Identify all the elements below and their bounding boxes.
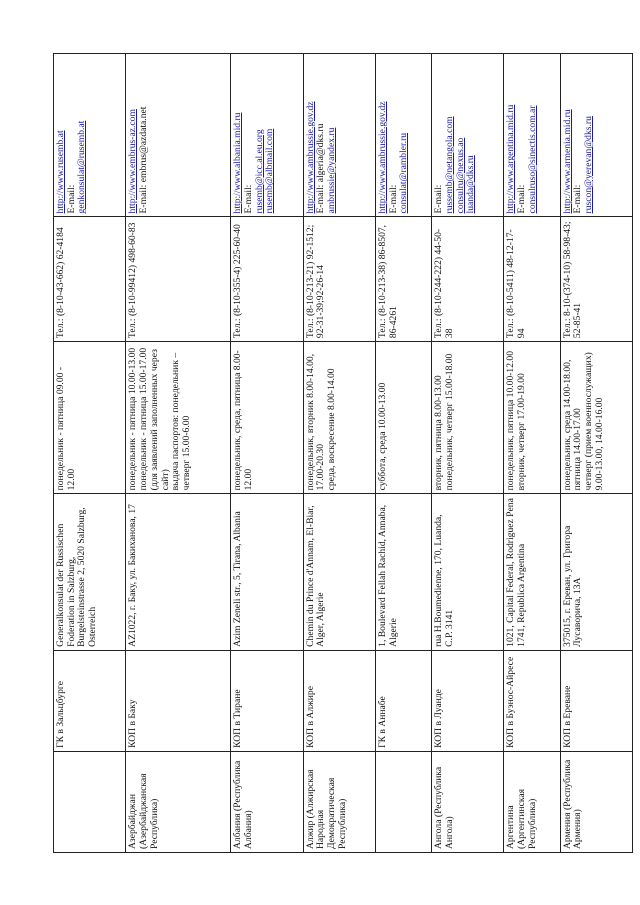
- cell-text: Армения (Республика Армения): [561, 759, 584, 849]
- cell-text: среда, воскресение 8.00-14.00: [326, 368, 337, 491]
- phone-cell: [54, 217, 126, 342]
- country-cell: [231, 751, 303, 852]
- mission-cell: [375, 650, 431, 751]
- table-row: [560, 54, 632, 853]
- website-link[interactable]: http://www.armenia.mid.ru: [561, 109, 573, 214]
- email-link[interactable]: consulat@rambler.ru: [398, 132, 410, 214]
- cell-text: Burgelsteinstrasse 2, 5020 Salzburg, Osterreich: [76, 507, 99, 647]
- cell-text: Тел.: (8-10-5411) 48-12-17-94: [505, 229, 528, 339]
- cell-text: E-mail: embrus@azdata.net: [138, 106, 150, 214]
- cell-text: КОП в Алжире: [304, 686, 316, 748]
- website-link[interactable]: http://www.ambrussie.gov.dz: [376, 101, 388, 214]
- cell-text: Аргентина (Аргентинская Республика): [505, 788, 538, 849]
- consulates-table: [53, 53, 633, 853]
- cell-text: ГК в Аннабе: [376, 696, 388, 748]
- phone-cell: [560, 217, 632, 342]
- table-row: [303, 54, 375, 853]
- email-link[interactable]: rusemb@albmail.com: [264, 128, 276, 214]
- cell-text: КОП в Ереване: [561, 685, 573, 748]
- hours-cell: [54, 342, 126, 494]
- cell-text: rua H.Boumedienne, 170, Luanda, C.P. 3141: [433, 514, 455, 647]
- cell-text: Ангола (Республика Ангола): [433, 766, 455, 849]
- country-cell: [560, 751, 632, 852]
- cell-text: 1021, Capital Federal, Rodriguez Pena 1741, Republica Argentina: [505, 498, 528, 647]
- cell-text: понедельник - пятница 15.00-17.00 (для заявлений заполненных через сайт): [138, 347, 171, 491]
- mission-cell: [303, 650, 375, 751]
- email-link[interactable]: consulruso@sinectis.com.ar: [526, 105, 538, 214]
- address-cell: [231, 494, 303, 650]
- cell-text: Тел.: (8-10-213-38) 86-8507, 86-4261: [376, 224, 399, 339]
- contacts-cell: [126, 54, 231, 217]
- contacts-cell: [432, 54, 504, 217]
- contacts-cell: [231, 54, 303, 217]
- cell-text: понедельник, четверг 15.00-18.00: [443, 353, 455, 491]
- cell-text: понедельник, вторник 8.00-14.00, 17.00-20.30: [304, 353, 327, 491]
- mission-cell: [126, 650, 231, 751]
- email-link[interactable]: russemb@netangola.com: [443, 116, 455, 214]
- contacts-cell: [303, 54, 375, 217]
- mission-cell: [504, 650, 560, 751]
- cell-text: вторник, четверг 17.00-19.00: [516, 373, 528, 491]
- cell-text: 1, Boulevard Fellah Rachid, Annaba, Algerie: [376, 504, 399, 647]
- phone-cell: [504, 217, 560, 342]
- website-link[interactable]: http://www.ambrussie.gov.dz: [304, 101, 316, 214]
- mission-cell: [560, 650, 632, 751]
- cell-text: понедельник, среда, пятница 8.00-12.00: [232, 350, 254, 491]
- cell-text: Тел.: (8-10-43-662) 62-4184: [55, 227, 66, 339]
- country-cell: [126, 751, 231, 852]
- country-cell: [504, 751, 560, 852]
- cell-text: Алжир (Алжирская Народная Демократическая Республика): [304, 769, 348, 849]
- cell-text: Generalkonsulat der Russischen Foderation in Salzburg,: [55, 523, 77, 647]
- hours-cell: [375, 342, 431, 494]
- country-cell: [303, 751, 375, 852]
- cell-text: E-mail: algeria@dks.ru: [315, 123, 327, 214]
- cell-text: Тел.: (8-10-213-21) 92-1512; 92-31-39;92-26-14: [304, 224, 327, 339]
- cell-text: понедельник - пятница 09.00 - 12.00: [55, 366, 77, 491]
- cell-text: понедельник, пятница 10.00-12.00: [505, 350, 517, 491]
- cell-text: E-mail:: [516, 184, 528, 214]
- table-row: [231, 54, 303, 853]
- address-cell: [375, 494, 431, 650]
- cell-text: 375015, г. Ереван, ул. Григора Лусаворича, 13А: [561, 525, 584, 647]
- mission-cell: [54, 650, 126, 751]
- email-link[interactable]: luanda@dks.ru: [465, 155, 477, 214]
- cell-text: Azim Zeneli str., 5, Tirana, Albania: [232, 511, 244, 647]
- cell-text: КОП в Буэнос-Айресе: [505, 656, 517, 748]
- email-link[interactable]: ruscon@yerevan@dks.ru: [583, 116, 595, 214]
- cell-text: E-mail:: [433, 184, 445, 214]
- cell-text: выдача паспортов: понедельник – четверг 15.00-6.00: [170, 352, 193, 491]
- cell-text: Албания (Республика Албания): [232, 760, 254, 849]
- rotated-table-wrapper: [53, 53, 633, 853]
- table-row: [375, 54, 431, 853]
- website-link[interactable]: http://www.albania.mid.ru: [232, 112, 244, 214]
- email-link[interactable]: ambrussie@yandex.ru: [326, 127, 337, 214]
- cell-text: четверг (прием военнослужащих) 9.00-13.00, 14.00-16.00: [583, 352, 605, 491]
- hours-cell: [126, 342, 231, 494]
- cell-text: AZ1022, г. Баку, ул. Бакиханова, 17: [127, 504, 139, 647]
- cell-text: КОП в Тиране: [232, 689, 244, 748]
- hours-cell: [231, 342, 303, 494]
- address-cell: [560, 494, 632, 650]
- contacts-cell: [375, 54, 431, 217]
- cell-text: E-mail:: [572, 184, 584, 214]
- table-row: [54, 54, 126, 853]
- email-link[interactable]: rusemb@icc.al.eu.org: [253, 129, 265, 214]
- cell-text: Тел.: 8-10-(374-10) 58-98-43; 52-85-41: [561, 221, 584, 339]
- cell-text: Тел.: (8-10-355-4) 225-60-40: [232, 224, 244, 339]
- phone-cell: [231, 217, 303, 342]
- hours-cell: [560, 342, 632, 494]
- contacts-cell: [560, 54, 632, 217]
- mission-cell: [231, 650, 303, 751]
- hours-cell: [432, 342, 504, 494]
- contacts-cell: [504, 54, 560, 217]
- website-link[interactable]: http://www.argentina.mid.ru: [505, 104, 517, 214]
- address-cell: [54, 494, 126, 650]
- address-cell: [126, 494, 231, 650]
- address-cell: [303, 494, 375, 650]
- mission-cell: [432, 650, 504, 751]
- email-link[interactable]: genkonsulat@rusemb.at: [76, 120, 88, 214]
- country-cell: [375, 751, 431, 852]
- country-cell: [432, 751, 504, 852]
- cell-text: КОП в Баку: [127, 699, 139, 748]
- cell-text: суббота, среда 10.00-13.00: [376, 382, 388, 491]
- cell-text: КОП в Луанде: [433, 689, 445, 748]
- hours-cell: [303, 342, 375, 494]
- cell-text: вторник, пятница 8.00-13.00: [433, 375, 445, 491]
- phone-cell: [303, 217, 375, 342]
- phone-cell: [432, 217, 504, 342]
- cell-text: E-mail:: [387, 184, 399, 214]
- cell-text: ГК в Зальцбурге: [55, 681, 66, 748]
- website-link[interactable]: http://www.embrus-az.com: [127, 109, 139, 214]
- cell-text: E-mail:: [242, 184, 254, 214]
- table-row: [126, 54, 231, 853]
- cell-text: Азербайджан (Азербайджанская Республика): [127, 773, 160, 849]
- website-link[interactable]: http://www.rusemb.at: [55, 130, 66, 214]
- contacts-cell: [54, 54, 126, 217]
- table-row: [504, 54, 560, 853]
- cell-text: понедельник, среда 14.00-18.00, пятница 14.00-17.00: [561, 359, 584, 491]
- hours-cell: [504, 342, 560, 494]
- cell-text: понедельник - пятница 10.00-13.00: [127, 347, 139, 491]
- email-link[interactable]: consulru@nexus.ao: [454, 137, 466, 214]
- address-cell: [504, 494, 560, 650]
- cell-text: Тел.: (8-10-99412) 498-60-83: [127, 222, 139, 339]
- cell-text: E-mail:: [65, 184, 77, 214]
- phone-cell: [126, 217, 231, 342]
- cell-text: Chemin du Prince d'Annam, El-Biar, Alger, Algerie: [304, 505, 327, 647]
- address-cell: [432, 494, 504, 650]
- table-row: [432, 54, 504, 853]
- table-body: [54, 54, 633, 853]
- cell-text: Тел.: (8-10-244-222) 44-50-38: [433, 228, 455, 339]
- phone-cell: [375, 217, 431, 342]
- country-cell: [54, 751, 126, 852]
